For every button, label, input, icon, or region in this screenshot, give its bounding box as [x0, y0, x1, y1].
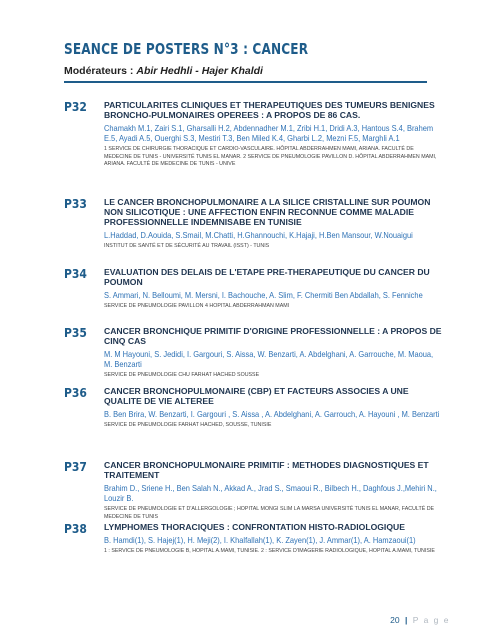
- footer-separator: |: [404, 615, 408, 625]
- poster-number: P34: [64, 267, 87, 281]
- poster-affiliation: SERVICE DE PNEUMOLOGIE PAVILLON 4 HOPITAL ABDERRAHMAN MAMI: [104, 303, 290, 309]
- page-footer: [390, 615, 450, 625]
- poster-title: CANCER BRONCHOPULMONAIRE PRIMITIF : METHODES DIAGNOSTIQUES ET TRAITEMENT: [104, 460, 429, 480]
- poster-authors: B. Ben Brira, W. Benzarti, I. Gargouri , S. Aissa , A. Abdelghani, A. Garrouch, A. Hayouni , M. Benzarti: [104, 409, 440, 419]
- poster-authors: Brahim D., Sriene H., Ben Salah N., Akkad A., Jrad S., Smaoui R., Bilbech H., Daghfous J.,Mehiri N., Louzir B.: [104, 483, 437, 503]
- poster-number: P38: [64, 522, 87, 536]
- poster-title: PARTICULARITES CLINIQUES ET THERAPEUTIQUES DES TUMEURS BENIGNES BRONCHO-PULMONAIRES OPEREES : A PROPOS DE 86 CAS.: [104, 100, 435, 120]
- poster-title: LYMPHOMES THORACIQUES : CONFRONTATION HISTO-RADIOLOGIQUE: [104, 522, 405, 532]
- poster-number: P33: [64, 197, 87, 211]
- poster-authors: M. M Hayouni, S. Jedidi, I. Gargouri, S. Aissa, W. Benzarti, A. Abdelghani, A. Garrouche, M. Maoua, M. Benzarti: [104, 349, 434, 369]
- poster-affiliation: SERVICE DE PNEUMOLOGIE ET D'ALLERGOLOGIE ; HOPITAL MONGI SLIM LA MARSA UNIVERSITÉ TUNIS EL MANAR, FACULTÉ DE MEDECINE DE TUNIS: [104, 506, 435, 520]
- title-divider: [64, 81, 427, 83]
- poster-affiliation: INSTITUT DE SANTÉ ET DE SÉCURITÉ AU TRAVAIL (ISST) - TUNIS: [104, 243, 270, 249]
- moderators-names: Abir Hedhli - Hajer Khaldi: [136, 65, 263, 77]
- poster-number: P36: [64, 386, 87, 400]
- poster-affiliation: SERVICE DE PNEUMOLOGIE FARHAT HACHED, SOUSSE, TUNISIE: [104, 422, 272, 428]
- page-number: 20: [390, 615, 400, 625]
- session-title: SEANCE DE POSTERS N°3 : CANCER: [64, 40, 309, 58]
- poster-authors: B. Hamdi(1), S. Hajej(1), H. Meji(2), I. Khalfallah(1), K. Zayen(1), J. Ammar(1), A. Hamzaoui(1): [104, 535, 416, 545]
- poster-number: P37: [64, 460, 87, 474]
- moderators-line: [64, 65, 263, 77]
- poster-number: P35: [64, 326, 87, 340]
- poster-number: P32: [64, 100, 87, 114]
- poster-title: EVALUATION DES DELAIS DE L'ETAPE PRE-THERAPEUTIQUE DU CANCER DU POUMON: [104, 267, 430, 287]
- poster-authors: Chamakh M.1, Zairi S.1, Gharsalli H.2, Abdennadher M.1, Zribi H.1, Dridi A.3, Hantous S.4, Brahem E.5, Ayadi A.5, Ouerghi S.3, Mestiri T.3, Ben Miled K.4, Gharbi L.2, Mezni F.5, Marghli A.1: [104, 123, 434, 143]
- poster-title: CANCER BRONCHIQUE PRIMITIF D'ORIGINE PROFESSIONNELLE : A PROPOS DE CINQ CAS: [104, 326, 442, 346]
- moderators-label: Modérateurs :: [64, 65, 134, 77]
- poster-affiliation: 1 SERVICE DE CHIRURGIE THORACIQUE ET CARDIO-VASCULAIRE. HÔPITAL ABDERRAHMEN MAMI, ARIANA. FACULTÉ DE MEDECINE DE TUNIS - UNIVERSITÉ TUNIS EL MANAR. 2 SERVICE DE PNEUMOLOGIE PAVILLON D. HÔPITAL ABDERRAHMEN MAMI, ARIANA. FACULTÉ DE MEDECINE DE TUNIS - UNIVE: [104, 146, 437, 167]
- poster-title: LE CANCER BRONCHOPULMONAIRE A LA SILICE CRISTALLINE SUR POUMON NON SILICOTIQUE : UNE AFFECTION ENFIN RECONNUE COMME MALADIE PROFESSIONNELLE INDEMNISABE EN TUNISIE: [104, 197, 431, 227]
- poster-affiliation: SERVICE DE PNEUMOLOGIE CHU FARHAT HACHED SOUSSE: [104, 372, 260, 378]
- poster-authors: S. Ammari, N. Belloumi, M. Mersni, I. Bachouche, A. Slim, F. Chermiti Ben Abdallah, S. Fenniche: [104, 290, 423, 300]
- poster-affiliation: 1 : SERVICE DE PNEUMOLOGIE B, HOPITAL A.MAMI, TUNISIE. 2 : SERVICE D'IMAGERIE RADIOLOGIQUE, HOPITAL A.MAMI, TUNISIE: [104, 548, 435, 554]
- page-label: P a g e: [412, 615, 450, 625]
- poster-title: CANCER BRONCHOPULMONAIRE (CBP) ET FACTEURS ASSOCIES A UNE QUALITE DE VIE ALTEREE: [104, 386, 409, 406]
- poster-authors: L.Haddad, D.Aouida, S.Smail, M.Chatti, H.Ghannouchi, K.Hajaji, H.Ben Mansour, W.Nouaigui: [104, 230, 413, 240]
